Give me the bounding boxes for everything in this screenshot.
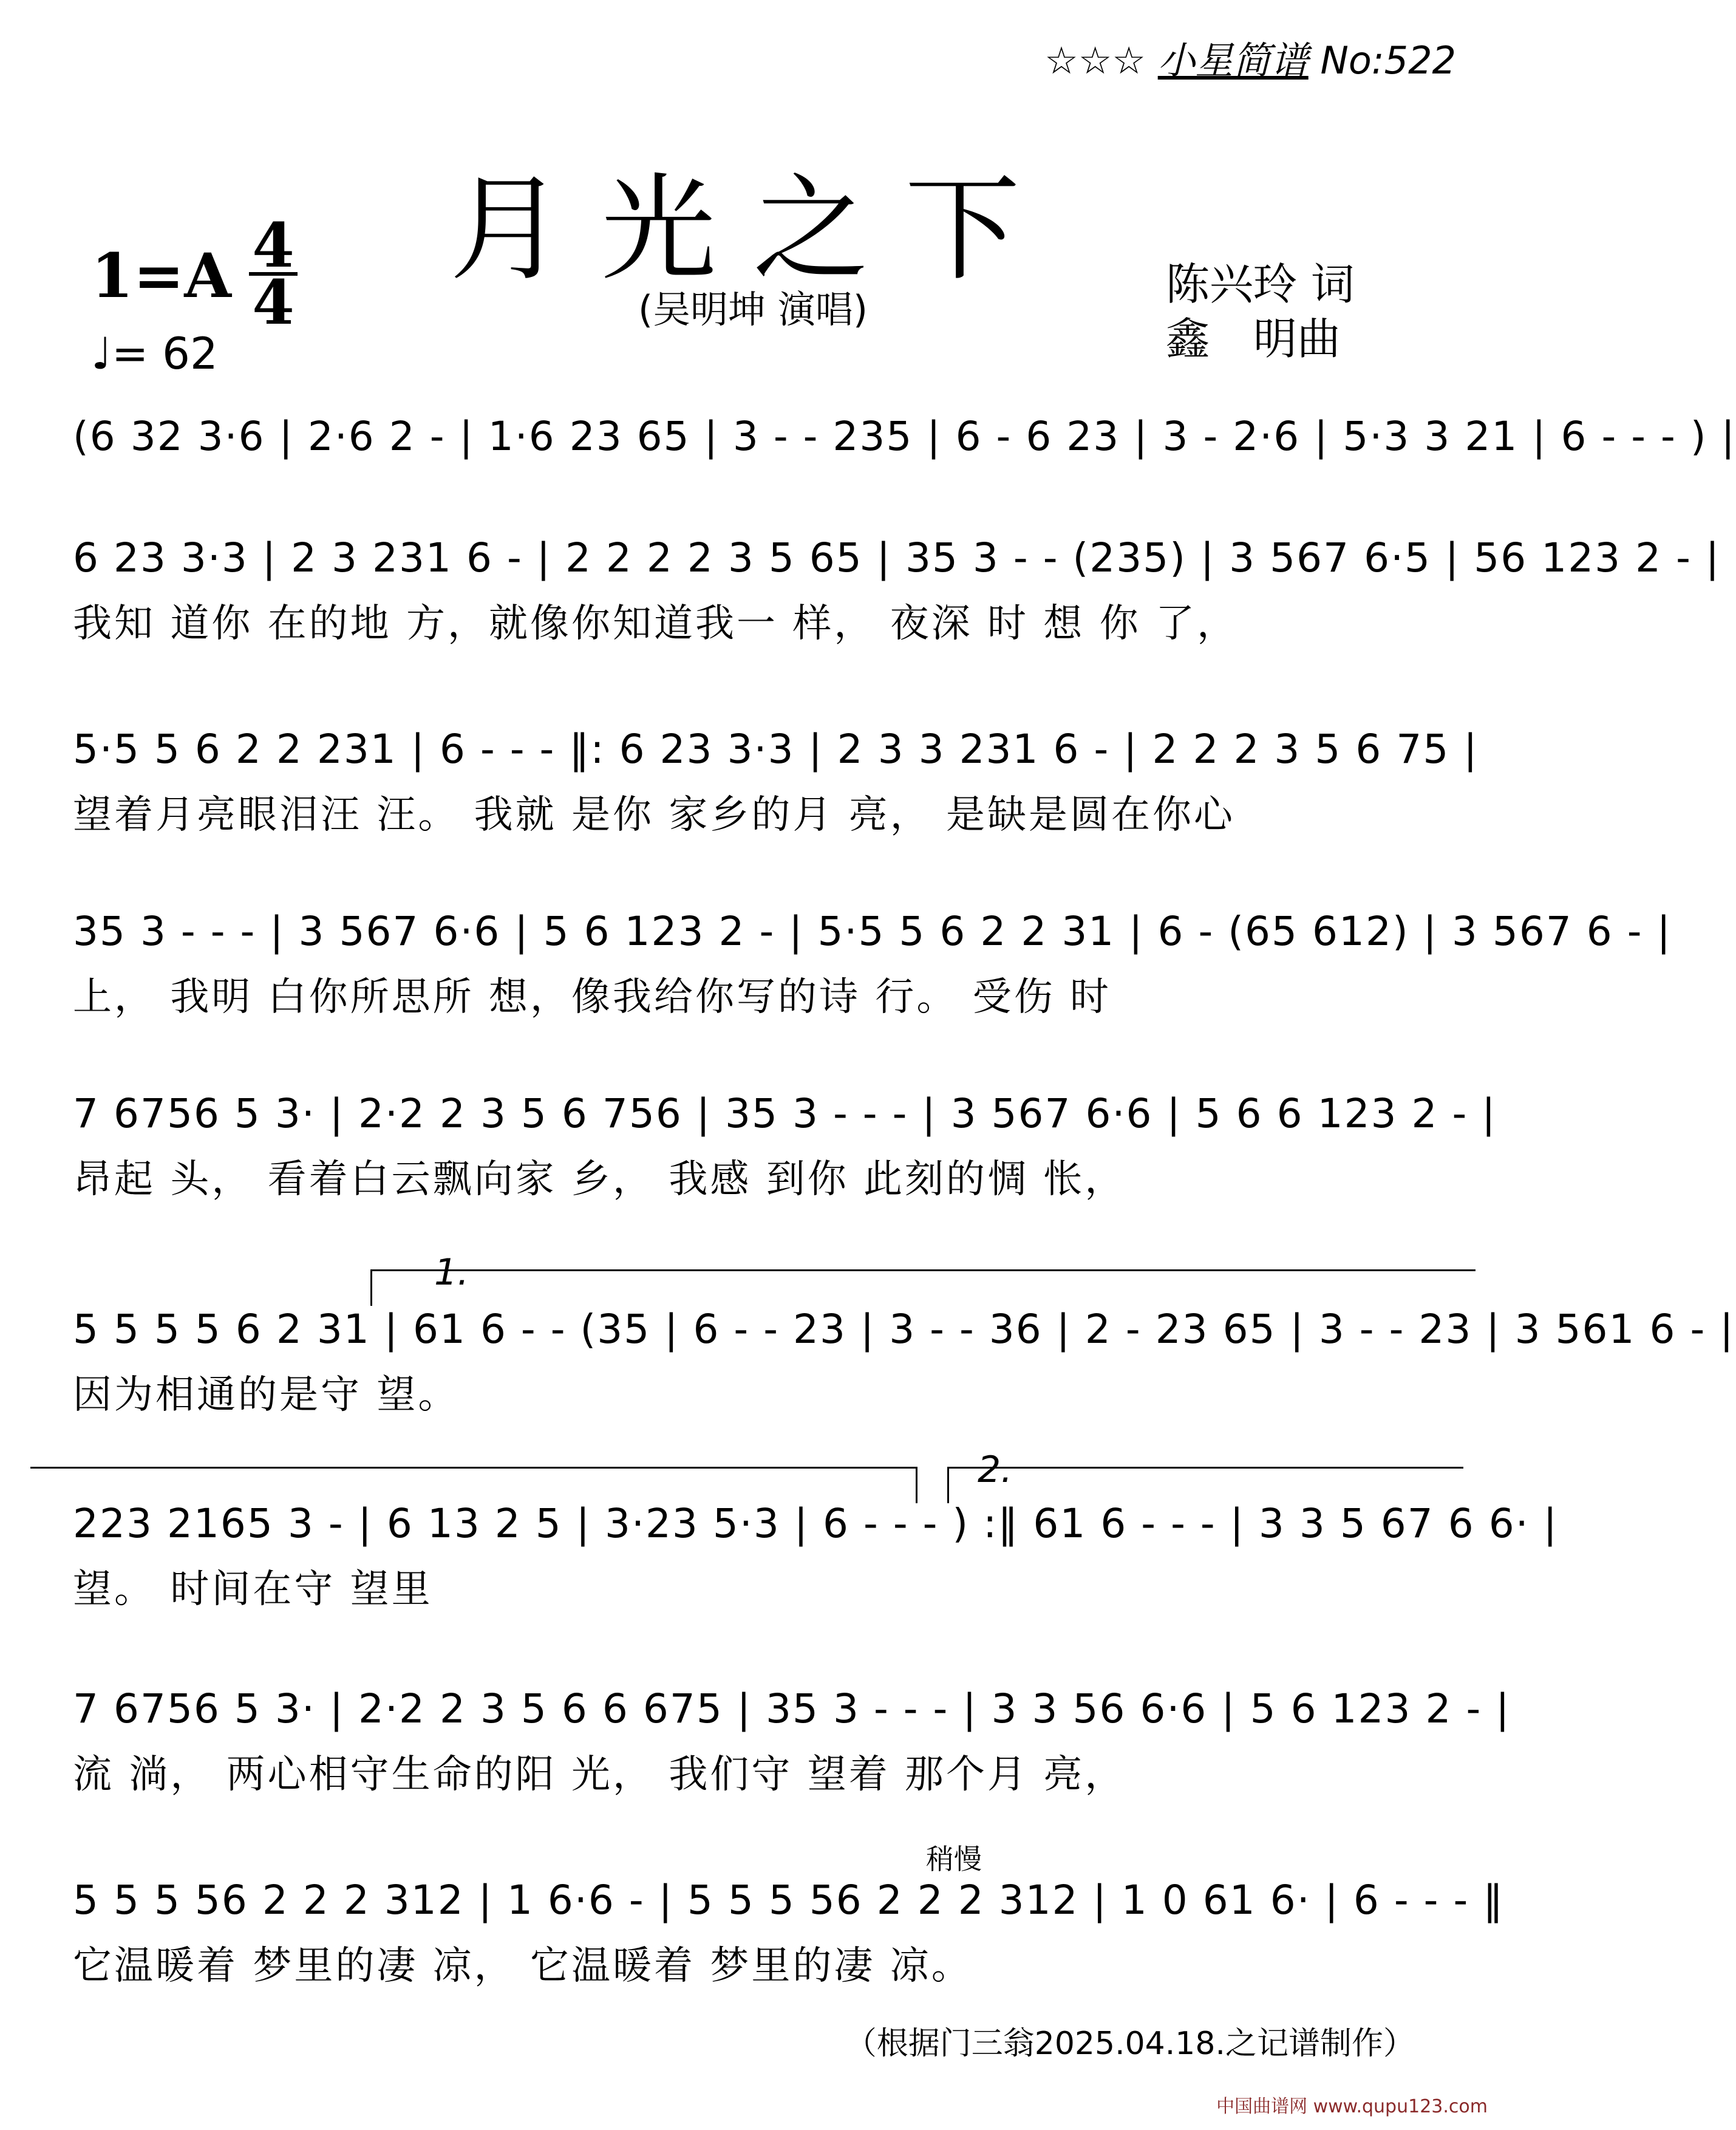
tempo: ♩= 62: [91, 328, 218, 379]
volta-1-tick: [370, 1269, 372, 1306]
key-signature: 1=A: [91, 240, 231, 312]
volta-1-end-tick: [916, 1467, 917, 1503]
volta-2-line: [947, 1467, 1463, 1469]
footnote: （根据门三翁2025.04.18.之记谱制作）: [845, 2026, 1415, 2062]
score-row-lyrics: 上， 我明 白你所思所 想，像我给你写的诗 行。 受伤 时: [73, 975, 1112, 1020]
score-row-notes: 7 6756 5 3· | 2·2 2 3 5 6 756 | 35 3 - - - | 3 567 6·6 | 5 6 6 123 2 - |: [73, 1090, 1497, 1137]
score-row-lyrics: 望。 时间在守 望里: [73, 1567, 433, 1612]
site-name[interactable]: 小星简谱: [1157, 38, 1309, 83]
lyricist: 陈兴玲 词: [1166, 259, 1355, 310]
score-row-lyrics: 它温暖着 梦里的凄 凉， 它温暖着 梦里的凄 凉。: [73, 1944, 973, 1988]
volta-2-tick: [947, 1467, 949, 1503]
score-row-lyrics: 昂起 头， 看着白云飘向家 乡， 我感 到你 此刻的惆 怅，: [73, 1157, 1126, 1202]
volta-1-label: 1.: [434, 1251, 469, 1294]
score-number: No:522: [1320, 38, 1456, 83]
score-row-notes: 6 23 3·3 | 2 3 231 6 - | 2 2 2 2 3 5 65 | 35 3 - - (235) | 3 567 6·5 | 56 123 2 - |: [73, 534, 1721, 581]
watermark-logo: 中国曲谱网 www.qupu123.com: [1216, 2096, 1488, 2117]
song-title: 月光之下: [449, 162, 1057, 296]
score-row-notes: 223 2165 3 - | 6 13 2 5 | 3·23 5·3 | 6 - - - ) :‖ 61 6 - - - | 3 3 5 67 6 6· |: [73, 1500, 1558, 1547]
meter-top: 4: [252, 210, 294, 281]
score-row-notes: 5·5 5 6 2 2 231 | 6 - - - ‖: 6 23 3·3 | 2 3 3 231 6 - | 2 2 2 3 5 6 75 |: [73, 726, 1479, 773]
meter-bottom: 4: [252, 267, 294, 338]
score-row-notes: 35 3 - - - | 3 567 6·6 | 5 6 123 2 - | 5·5 5 6 2 2 31 | 6 - (65 612) | 3 567 6 - |: [73, 908, 1672, 955]
volta-2-label: 2.: [978, 1449, 1013, 1491]
header-line: [1044, 30, 1456, 84]
score-row-lyrics: 望着月亮眼泪汪 汪。 我就 是你 家乡的月 亮， 是缺是圆在你心: [73, 793, 1236, 838]
performer: (吴明坤 演唱): [638, 287, 868, 332]
score-row-notes: 5 5 5 56 2 2 2 312 | 1 6·6 - | 5 5 5 56 2 2 2 312 | 1 0 61 6· | 6 - - - ‖: [73, 1877, 1505, 1923]
time-signature: [249, 210, 298, 338]
score-row-lyrics: 因为相通的是守 望。: [73, 1373, 460, 1418]
tempo-mark: 稍慢: [926, 1843, 982, 1876]
volta-1-continuation: [30, 1467, 917, 1469]
composer: 鑫 明曲: [1166, 313, 1341, 364]
score-row-notes: 5 5 5 5 6 2 31 | 61 6 - - (35 | 6 - - 23 | 3 - - 36 | 2 - 23 65 | 3 - - 23 | 3 561 6 - |: [73, 1306, 1735, 1353]
score-row-lyrics: 流 淌， 两心相守生命的阳 光， 我们守 望着 那个月 亮，: [73, 1752, 1126, 1797]
stars-icon: ☆☆☆: [1044, 38, 1146, 83]
score-row-notes: (6 32 3·6 | 2·6 2 - | 1·6 23 65 | 3 - - 235 | 6 - 6 23 | 3 - 2·6 | 5·3 3 21 | 6 - - - ) |: [73, 413, 1736, 460]
volta-1-line: [370, 1269, 1476, 1271]
score-row-notes: 7 6756 5 3· | 2·2 2 3 5 6 6 675 | 35 3 - - - | 3 3 56 6·6 | 5 6 123 2 - |: [73, 1685, 1511, 1732]
score-row-lyrics: 我知 道你 在的地 方，就像你知道我一 样， 夜深 时 想 你 了，: [73, 601, 1239, 646]
